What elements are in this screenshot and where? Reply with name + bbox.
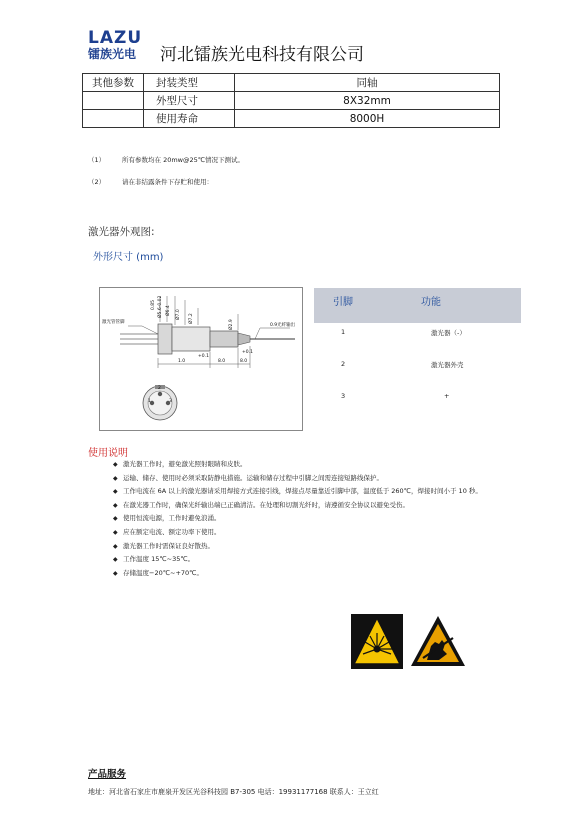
appearance-title: 激光器外观图:	[88, 226, 155, 238]
table-cell: 其他参数	[83, 74, 144, 92]
diamond-bullet-icon: ◆	[113, 556, 118, 564]
usage-text: 使用恒流电源，工作时避免浪涌。	[123, 514, 221, 523]
table-cell: 封装类型	[144, 74, 235, 92]
table-cell: 8X32mm	[235, 92, 500, 110]
usage-text: 工作温度 15℃~35℃。	[123, 555, 195, 564]
dim-label: Ø7.2	[189, 313, 194, 324]
spec-table	[82, 73, 500, 128]
list-item	[113, 487, 503, 496]
dim-label: Ø6.4	[166, 305, 171, 316]
pin-column-header: 引脚	[333, 297, 353, 308]
table-cell: 外型尺寸	[144, 92, 235, 110]
laser-warning-icon	[351, 614, 403, 669]
pin-number: 2	[341, 360, 346, 368]
usage-list	[113, 460, 503, 582]
dim-label: +0.1	[198, 354, 209, 359]
usage-text: 在激光器工作时，确保光纤输出端已正确清洁。在处理和切割光纤时，请遵循安全协议以避免受伤。	[123, 500, 409, 509]
pin-mark: 3	[169, 399, 172, 404]
diamond-bullet-icon: ◆	[113, 528, 118, 536]
dim-label: 8.0	[218, 359, 226, 364]
note-number: （1）	[88, 156, 106, 164]
usage-text: 应在额定电流、额定功率下使用。	[123, 527, 221, 536]
drawing-label-pins: 激光管管脚	[102, 320, 125, 325]
company-logo	[88, 30, 156, 64]
usage-text: 激光器工作时，避免激光照射眼睛和皮肤。	[123, 460, 247, 468]
diamond-bullet-icon: ◆	[113, 569, 118, 577]
drawing-svg	[100, 288, 302, 430]
pin-number: 1	[341, 328, 346, 336]
table-cell: 同轴	[235, 74, 500, 92]
pin-mark: 1	[148, 399, 151, 404]
dim-label: Ø5.6-0.02	[158, 295, 163, 318]
note-text: 所有参数均在 20mw@25℃情况下测试。	[122, 156, 245, 164]
diamond-bullet-icon: ◆	[113, 488, 118, 496]
list-item	[113, 460, 503, 469]
pin-number: 3	[341, 392, 346, 400]
usage-title: 使用说明	[88, 448, 128, 459]
table-cell	[83, 110, 144, 128]
diamond-bullet-icon: ◆	[113, 515, 118, 523]
diamond-bullet-icon: ◆	[113, 474, 118, 482]
usage-text: 激光器工作时需保证良好散热。	[123, 541, 214, 550]
dim-label: 8.0	[240, 359, 248, 364]
logo-subtitle: 镭族光电	[88, 47, 137, 61]
list-item	[113, 528, 503, 537]
logo-wordmark: LAZU	[88, 28, 143, 48]
table-row	[83, 74, 500, 92]
pin-function: 激光器外壳	[431, 361, 464, 369]
pin-mark: 2	[158, 386, 161, 391]
note-text: 请在非结露条件下存贮和使用：	[122, 178, 213, 186]
outline-drawing	[99, 287, 303, 431]
list-item	[113, 501, 503, 510]
usage-text: 工作电流在 6A 以上的激光器请采用焊接方式连接引线，焊接点尽量靠近引脚中部，温度低于 260℃，焊接时间小于 10 秒。	[123, 487, 482, 496]
note-2	[88, 177, 213, 186]
list-item	[113, 542, 503, 551]
usage-text: 存储温度−20℃~+70℃。	[123, 568, 203, 577]
dimensions-subtitle: 外形尺寸 (mm)	[93, 252, 164, 263]
table-cell: 8000H	[235, 110, 500, 128]
dim-label: +0.1	[242, 350, 253, 355]
table-row	[83, 110, 500, 128]
dim-label: 0.85	[151, 299, 156, 310]
pin-function: +	[444, 392, 450, 400]
note-number: （2）	[88, 178, 106, 186]
list-item	[113, 555, 503, 564]
dim-label: Ø7.0	[176, 309, 181, 320]
table-cell: 使用寿命	[144, 110, 235, 128]
table-row	[83, 92, 500, 110]
diamond-bullet-icon: ◆	[113, 542, 118, 550]
usage-text: 运输、储存、使用时必须采取防静电措施。运输和储存过程中引脚之间需连接短路线保护。	[123, 473, 383, 482]
drawing-label-fiber: 0.9光纤输出	[270, 323, 296, 328]
note-1	[88, 155, 244, 164]
diamond-bullet-icon: ◆	[113, 501, 118, 509]
contact-footer: 地址：河北省石家庄市鹿泉开发区光谷科技园 B7-305 电话：19931177168 联系人：王立红	[88, 788, 379, 796]
list-item	[113, 514, 503, 523]
list-item	[113, 474, 503, 483]
company-name: 河北镭族光电科技有限公司	[160, 45, 364, 65]
pin-function: 激光器（-）	[431, 329, 466, 337]
dim-label: 1.0	[178, 359, 186, 364]
list-item	[113, 569, 503, 578]
table-cell	[83, 92, 144, 110]
service-title: 产品服务	[88, 769, 127, 780]
diamond-bullet-icon: ◆	[113, 461, 118, 468]
esd-warning-icon	[409, 614, 467, 669]
dim-label: Ø2.9	[229, 319, 234, 330]
function-column-header: 功能	[421, 297, 441, 308]
